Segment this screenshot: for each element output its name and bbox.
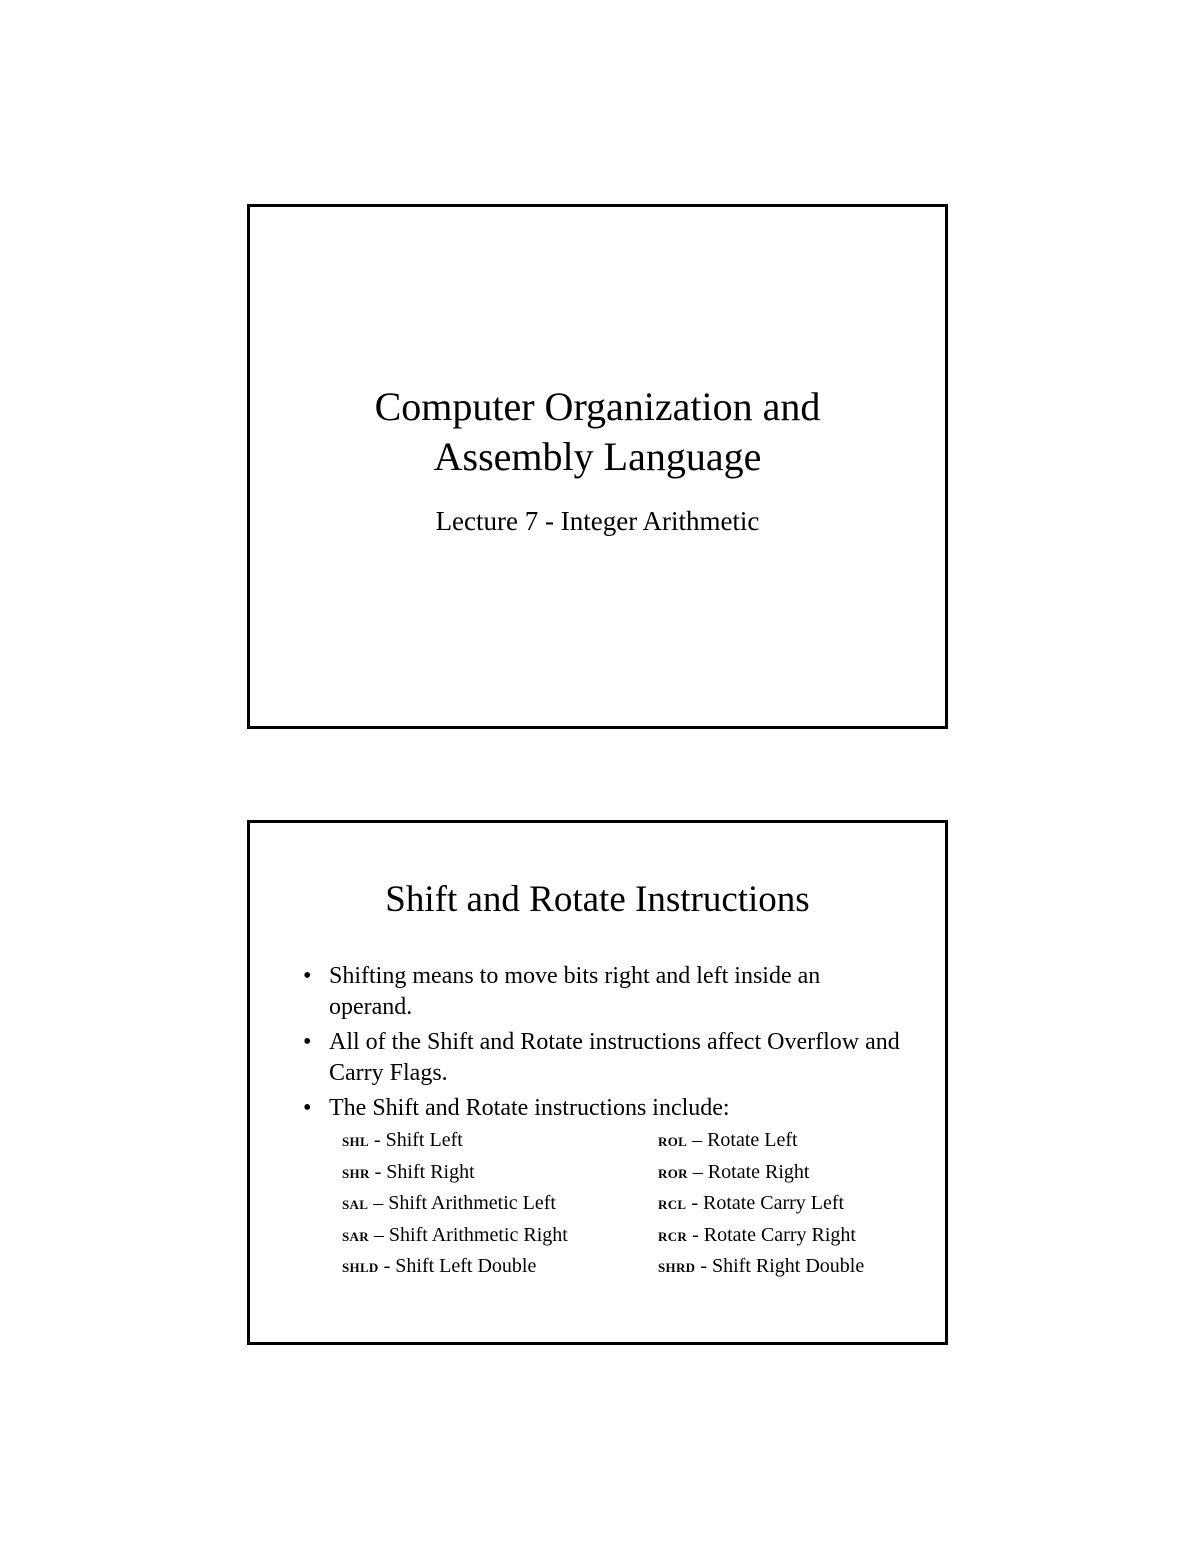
instruction-mnemonic: RCR — [658, 1228, 688, 1244]
bullet-item: • All of the Shift and Rotate instructions affect Overflow and Carry Flags. — [300, 1027, 905, 1089]
bullet-item: • Shifting means to move bits right and left inside an operand. — [300, 961, 905, 1023]
instruction-entry — [342, 1161, 658, 1184]
instruction-row — [342, 1157, 922, 1189]
instruction-mnemonic: SHR — [342, 1165, 370, 1181]
instruction-entry — [342, 1224, 658, 1247]
instruction-list — [342, 1125, 922, 1283]
instruction-description: – Rotate Left — [692, 1129, 798, 1152]
instruction-row — [342, 1220, 922, 1252]
instruction-entry — [658, 1192, 922, 1215]
instruction-description: - Rotate Carry Right — [692, 1223, 856, 1246]
slide-subtitle: Lecture 7 - Integer Arithmetic — [435, 506, 760, 536]
instruction-description: - Shift Right — [374, 1160, 475, 1183]
bullet-list — [300, 961, 905, 1128]
instruction-description: - Shift Right Double — [700, 1255, 865, 1278]
instruction-mnemonic: ROR — [658, 1165, 688, 1181]
instruction-mnemonic: ROL — [658, 1134, 688, 1150]
instruction-description: - Shift Left — [373, 1129, 463, 1152]
instruction-mnemonic: SAR — [342, 1228, 369, 1244]
title-slide — [247, 204, 948, 729]
instruction-mnemonic: SHRD — [658, 1260, 696, 1276]
instruction-description: – Shift Arithmetic Left — [373, 1192, 556, 1215]
instruction-entry — [342, 1255, 658, 1278]
instruction-row — [342, 1251, 922, 1283]
instruction-entry — [342, 1129, 658, 1152]
instruction-entry — [658, 1255, 922, 1278]
bullet-item: • The Shift and Rotate instructions include: — [300, 1093, 905, 1124]
slide-heading: Shift and Rotate Instructions — [385, 879, 810, 920]
instruction-entry — [658, 1129, 922, 1152]
instruction-entry — [658, 1161, 922, 1184]
instruction-description: – Shift Arithmetic Right — [373, 1223, 568, 1246]
instruction-entry — [658, 1224, 922, 1247]
slide-title-line-2: Assembly Language — [433, 434, 762, 479]
content-slide — [247, 820, 948, 1345]
slide-title-line-1: Computer Organization and — [374, 384, 821, 429]
instruction-row — [342, 1125, 922, 1157]
instruction-row — [342, 1188, 922, 1220]
instruction-mnemonic: RCL — [658, 1197, 687, 1213]
instruction-description: - Shift Left Double — [383, 1255, 537, 1278]
title-block — [250, 382, 945, 538]
instruction-mnemonic: SAL — [342, 1197, 369, 1213]
instruction-description: - Rotate Carry Left — [691, 1192, 845, 1215]
instruction-entry — [342, 1192, 658, 1215]
instruction-mnemonic: SHL — [342, 1134, 369, 1150]
instruction-description: – Rotate Right — [692, 1160, 810, 1183]
instruction-mnemonic: SHLD — [342, 1260, 379, 1276]
